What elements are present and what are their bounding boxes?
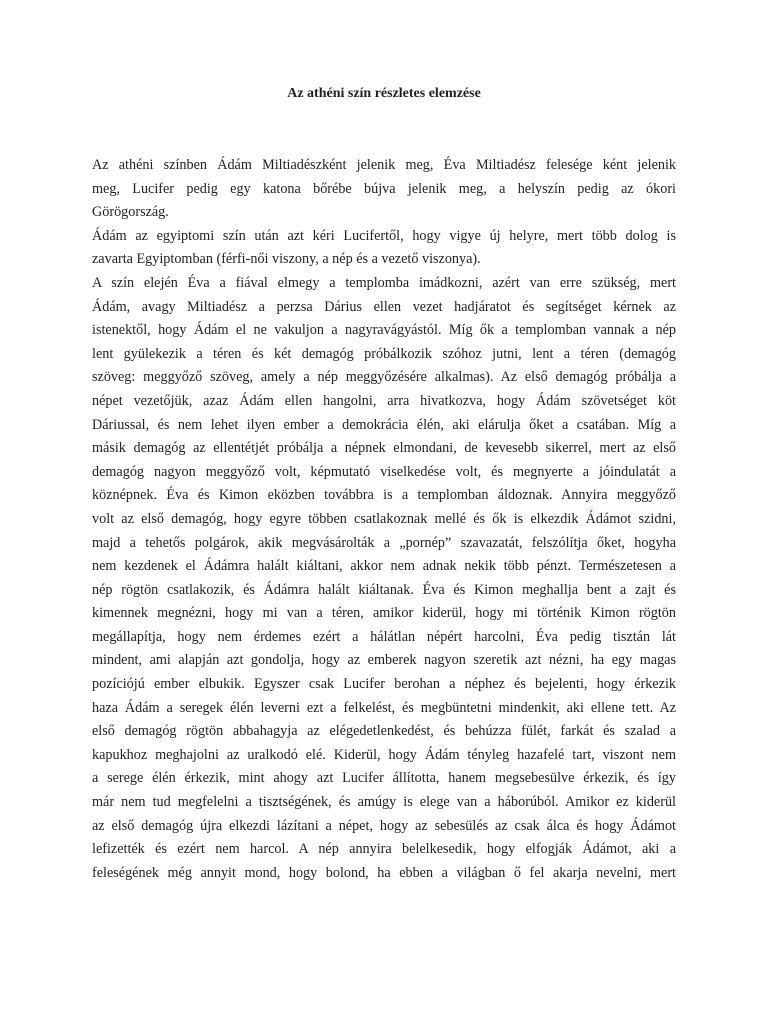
text-line: feleségének még annyit mond, hogy bolond, ha ebben a világban ő fel akarja nevelni, mert xyxy=(92,864,676,881)
text-line: nem kezdenek el Ádámra halált kiáltani, akkor nem adnak nekik több pénzt. Természetesen a xyxy=(92,558,676,575)
text-line: istenektől, hogy Ádám el ne vakuljon a nagyravágyástól. Míg ők a templomban vannak a nép xyxy=(92,322,676,339)
text-line: a serege élén érkezik, mint ahogy azt Lucifer állította, hanem megsebesülve érkezik, és így xyxy=(92,770,676,787)
text-line: majd a tehetős polgárok, akik megvásárolták a „pornép” szavazatát, felszólítja őket, hogyha xyxy=(92,534,676,551)
text-line: az első demagóg újra elkezdi lázítani a népet, hogy az sebesülés az csak álca és hogy Ádámot xyxy=(92,817,676,834)
document-title: Az athéni szín részletes elemzése xyxy=(287,86,481,101)
text-line: megállapítja, hogy nem érdemes ezért a hálátlan népért harcolni, Éva pedig tisztán lát xyxy=(92,628,676,645)
document-body xyxy=(92,154,676,885)
text-line: mindent, ami alapján azt gondolja, hogy az emberek nagyon szeretik azt nézni, ha egy magas xyxy=(92,652,676,669)
text-line: szöveg: meggyőző szöveg, amely a nép meggyőzésére alkalmas). Az első demagóg próbálja a xyxy=(92,369,676,386)
text-line: Az athéni színben Ádám Miltiadészként jelenik meg, Éva Miltiadész felesége ként jelenik xyxy=(92,157,676,173)
text-line: nép rögtön csatlakozik, és Ádámra halált kiáltanak. Éva és Kimon meghallja bent a zajt és xyxy=(92,581,676,598)
text-line: Ádám, avagy Miltiadész a perzsa Dárius ellen vezet hadjáratot és segítséget kérnek az xyxy=(92,298,676,315)
text-line: másik demagóg az ellentétjét próbálja a népnek elmondani, de kevesebb sikerrel, mert az első xyxy=(92,440,676,457)
paragraph-3 xyxy=(92,272,676,885)
text-line: kapukhoz meghajolni az uralkodó elé. Kiderül, hogy Ádám tényleg hazafelé tart, viszont nem xyxy=(92,746,676,763)
text-line: volt az első demagóg, hogy egyre többen csatlakoznak mellé és ők is elkezdik Ádámot szidni, xyxy=(92,510,676,527)
text-line: A szín elején Éva a fiával elmegy a templomba imádkozni, azért van erre szükség, mert xyxy=(92,274,676,291)
text-line: meg, Lucifer pedig egy katona bőrébe bújva jelenik meg, a helyszín pedig az ókori xyxy=(92,180,676,197)
text-line: lent gyülekezik a téren és két demagóg próbálkozik szóhoz jutni, lent a téren (demagóg xyxy=(92,345,676,362)
text-line: Dáriussal, és nem lehet ilyen ember a demokrácia élén, aki elárulja őket a csatában. Míg a xyxy=(92,416,676,433)
text-line: már nem tud megfelelni a tisztségének, és amúgy is elege van a háborúból. Amikor ez kiderül xyxy=(92,794,676,811)
text-line: köznépnek. Éva és Kimon eközben továbbra is a templomban áldoznak. Annyira meggyőző xyxy=(92,487,676,504)
text-line: pozíciójú ember elbukik. Egyszer csak Lucifer berohan a néphez és bejelenti, hogy érkezik xyxy=(92,676,676,693)
paragraph-1 xyxy=(92,154,676,225)
paragraph-2 xyxy=(92,225,676,272)
text-line: haza Ádám a seregek élén leverni ezt a felkelést, és megbüntetni mindenkit, aki ellene tett. Az xyxy=(92,699,676,716)
text-line: kimennek megnézni, hogy mi van a téren, amikor kiderül, hogy mi történik Kimon rögtön xyxy=(92,605,676,622)
text-line: Ádám az egyiptomi szín után azt kéri Lucifertől, hogy vigye új helyre, mert több dolog is xyxy=(92,227,676,244)
text-line: népet vezetőjük, azaz Ádám ellen hangolni, arra hivatkozva, hogy Ádám szövetséget köt xyxy=(92,392,676,409)
text-line: demagóg nagyon meggyőző volt, képmutató viselkedése volt, és megnyerte a jóindulatát a xyxy=(92,463,676,480)
text-line: első demagóg rögtön abbahagyja az elégedetlenkedést, és behúzza fülét, farkát és szalad a xyxy=(92,723,676,740)
text-line: lefizették és ezért nem harcol. A nép annyira belelkesedik, hogy elfogják Ádámot, aki a xyxy=(92,841,676,858)
text-line: Görögország. xyxy=(92,204,169,221)
text-line: zavarta Egyiptomban (férfi-női viszony, a nép és a vezető viszonya). xyxy=(92,251,481,268)
